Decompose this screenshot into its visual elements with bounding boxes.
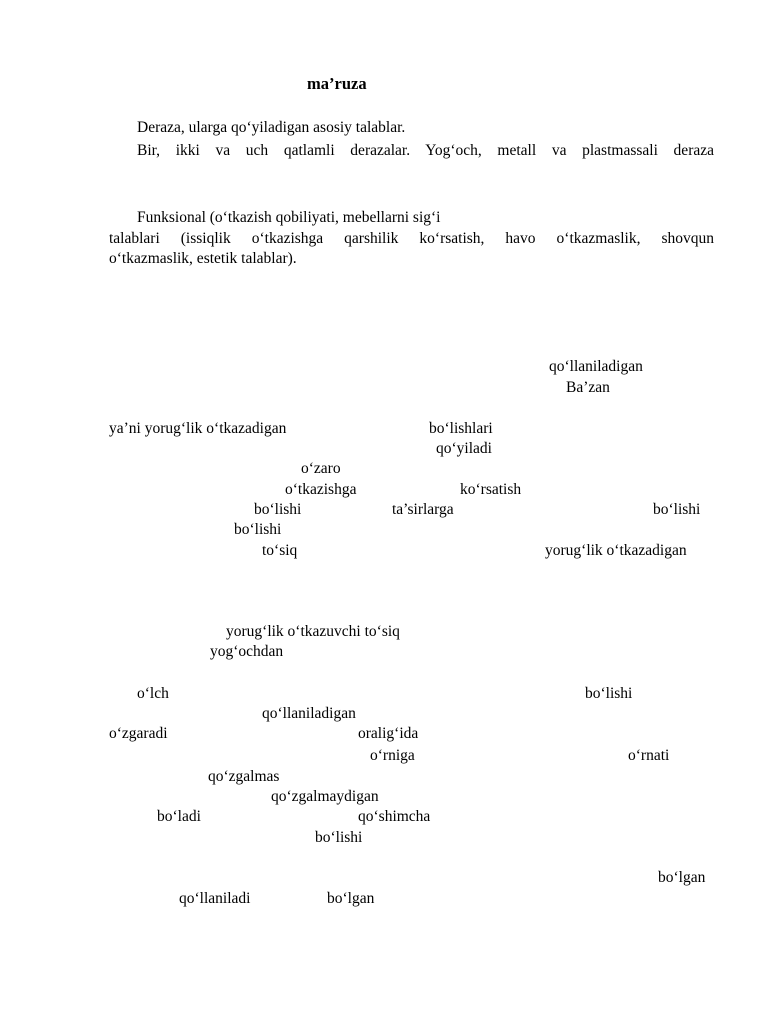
text-fragment: qo‘llaniladigan <box>549 358 643 375</box>
text-fragment: qo‘shimcha <box>358 808 431 825</box>
paragraph-line-1: Funksional (o‘tkazish qobiliyati, mebellarni sig‘i <box>137 209 441 226</box>
text-fragment: yorug‘lik o‘tkazuvchi to‘siq <box>226 623 400 640</box>
text-fragment: bo‘lishi <box>234 521 282 538</box>
text-fragment: o‘lch <box>137 685 169 702</box>
text-fragment: qo‘llaniladi <box>179 890 251 907</box>
text-fragment: to‘siq <box>262 542 298 559</box>
text-fragment: qo‘zgalmaydigan <box>271 788 379 805</box>
text-fragment: bo‘lgan <box>327 890 375 907</box>
text-fragment: bo‘lishi <box>254 501 302 518</box>
text-fragment: o‘zgaradi <box>109 725 168 742</box>
topic-line-2: Bir, ikki va uch qatlamli derazalar. Yog‘och, metall va plastmassali deraza <box>137 142 714 159</box>
text-fragment: qo‘yiladi <box>436 440 492 457</box>
text-fragment: o‘tkazishga <box>285 481 357 498</box>
paragraph-line-3: o‘tkazmaslik, estetik talablar). <box>109 250 297 267</box>
text-fragment: Ba’zan <box>566 379 610 396</box>
text-fragment: qo‘llaniladigan <box>262 705 356 722</box>
text-fragment: yog‘ochdan <box>210 643 284 660</box>
text-fragment: ya’ni yorug‘lik o‘tkazadigan <box>109 420 287 437</box>
text-fragment: qo‘zgalmas <box>208 768 280 785</box>
text-fragment: ta’sirlarga <box>392 501 454 518</box>
topic-line-1: Deraza, ularga qo‘yiladigan asosiy talablar. <box>137 119 406 136</box>
text-fragment: oralig‘ida <box>358 725 419 742</box>
text-fragment: bo‘lishi <box>653 501 701 518</box>
text-fragment: bo‘lishi <box>585 685 633 702</box>
text-fragment: o‘zaro <box>301 460 341 477</box>
text-fragment: bo‘lgan <box>658 869 706 886</box>
text-fragment: bo‘ladi <box>157 808 201 825</box>
text-fragment: o‘rnati <box>628 747 670 764</box>
text-fragment: o‘rniga <box>370 747 415 764</box>
text-fragment: yorug‘lik o‘tkazadigan <box>545 542 687 559</box>
paragraph-line-2: talablari (issiqlik o‘tkazishga qarshilik ko‘rsatish, havo o‘tkazmaslik, shovqun <box>109 230 714 247</box>
page-title: ma’ruza <box>307 74 367 93</box>
text-fragment: bo‘lishlari <box>429 420 493 437</box>
text-fragment: bo‘lishi <box>315 829 363 846</box>
text-fragment: ko‘rsatish <box>460 481 522 498</box>
